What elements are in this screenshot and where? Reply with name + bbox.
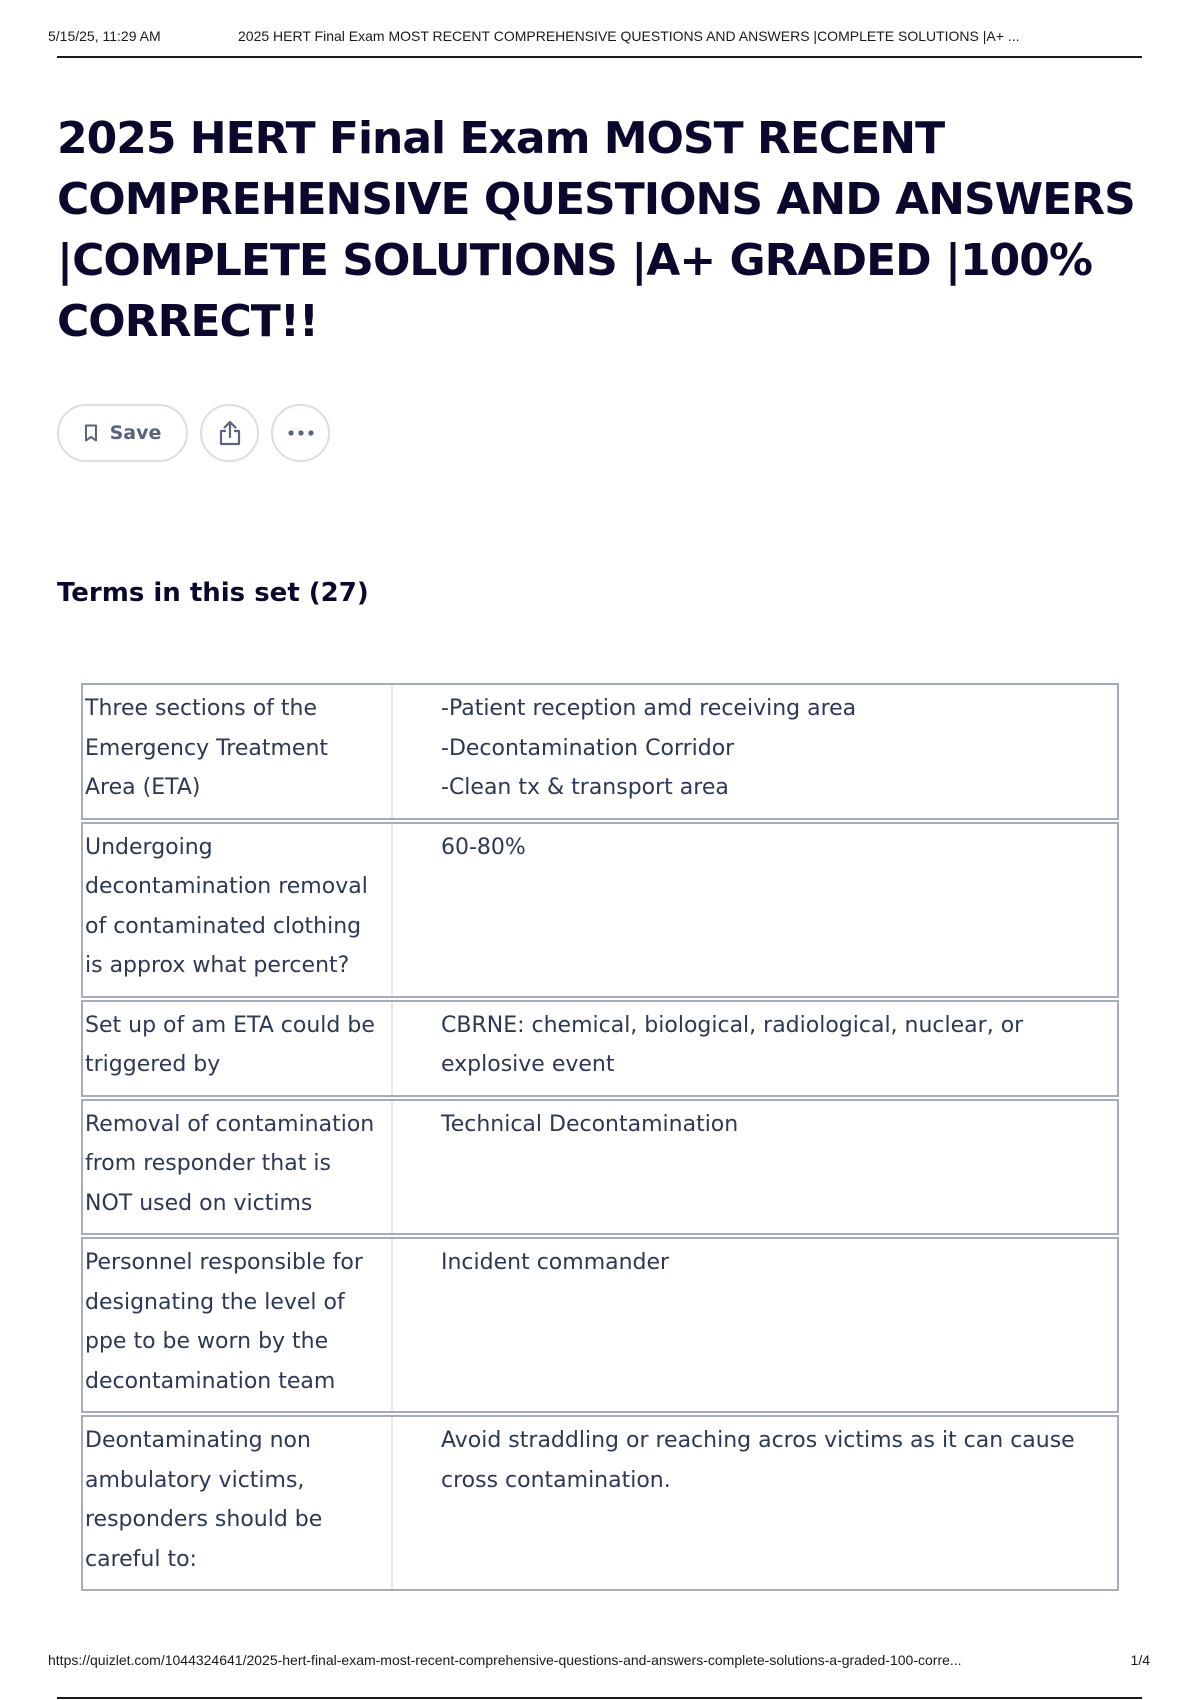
save-button[interactable]	[57, 404, 188, 462]
header-divider	[57, 56, 1142, 58]
term-row	[81, 1415, 1119, 1591]
more-options-button[interactable]	[271, 404, 330, 462]
term-text: Undergoing decontamination removal of contaminated clothing is approx what percent?	[83, 824, 393, 996]
term-row	[81, 683, 1119, 820]
share-button[interactable]	[200, 404, 259, 462]
term-row	[81, 1237, 1119, 1413]
page-number: 1/4	[1130, 1652, 1150, 1668]
definition-text	[393, 1417, 1117, 1589]
set-actions	[57, 404, 342, 462]
term-row	[81, 822, 1119, 998]
definition-line: Incident commander	[441, 1250, 670, 1275]
footer-divider	[57, 1697, 1142, 1699]
definition-line: CBRNE: chemical, biological, radiological, nuclear, or explosive event	[441, 1012, 1024, 1077]
term-text: Set up of am ETA could be triggered by	[83, 1002, 393, 1095]
term-row	[81, 1000, 1119, 1097]
print-footer	[48, 1652, 1150, 1668]
definition-line: -Decontamination Corridor	[441, 735, 735, 761]
print-date: 5/15/25, 11:29 AM	[48, 28, 161, 44]
definition-line: -Patient reception amd receiving area	[441, 696, 857, 721]
definition-text	[393, 1101, 1117, 1234]
definition-line: Technical Decontamination	[441, 1111, 739, 1137]
save-label: Save	[109, 422, 162, 444]
definition-line: Avoid straddling or reaching acros victims as it can cause cross contamination.	[441, 1428, 1075, 1493]
print-header	[48, 28, 1142, 44]
print-title: 2025 HERT Final Exam MOST RECENT COMPREHENSIVE QUESTIONS AND ANSWERS |COMPLETE SOLUTIONS |A+ ...	[238, 28, 1020, 44]
bookmark-icon	[84, 424, 98, 442]
term-text: Three sections of the Emergency Treatment Area (ETA)	[83, 685, 393, 818]
term-row	[81, 1099, 1119, 1236]
term-text: Personnel responsible for designating the level of ppe to be worn by the decontamination team	[83, 1239, 393, 1411]
term-text: Removal of contamination from responder that is NOT used on victims	[83, 1101, 393, 1234]
term-text: Deontaminating non ambulatory victims, responders should be careful to:	[83, 1417, 393, 1589]
more-icon	[287, 429, 315, 437]
definition-line: -Clean tx & transport area	[441, 775, 729, 800]
definition-text	[393, 824, 1117, 996]
terms-list	[81, 683, 1119, 1593]
page-title: 2025 HERT Final Exam MOST RECENT COMPREHENSIVE QUESTIONS AND ANSWERS |COMPLETE SOLUTIONS |A+ GRADED |100% CORRECT!!	[57, 113, 1135, 347]
definition-line: 60-80%	[441, 834, 526, 860]
definition-text	[393, 1002, 1117, 1095]
definition-text	[393, 1239, 1117, 1411]
terms-heading: Terms in this set (27)	[57, 578, 369, 608]
page-url: https://quizlet.com/1044324641/2025-hert-final-exam-most-recent-comprehensive-questions-and-answers-complete-solutions-a-graded-100-corre...	[48, 1652, 962, 1668]
share-icon	[217, 419, 243, 447]
definition-text	[393, 685, 1117, 818]
